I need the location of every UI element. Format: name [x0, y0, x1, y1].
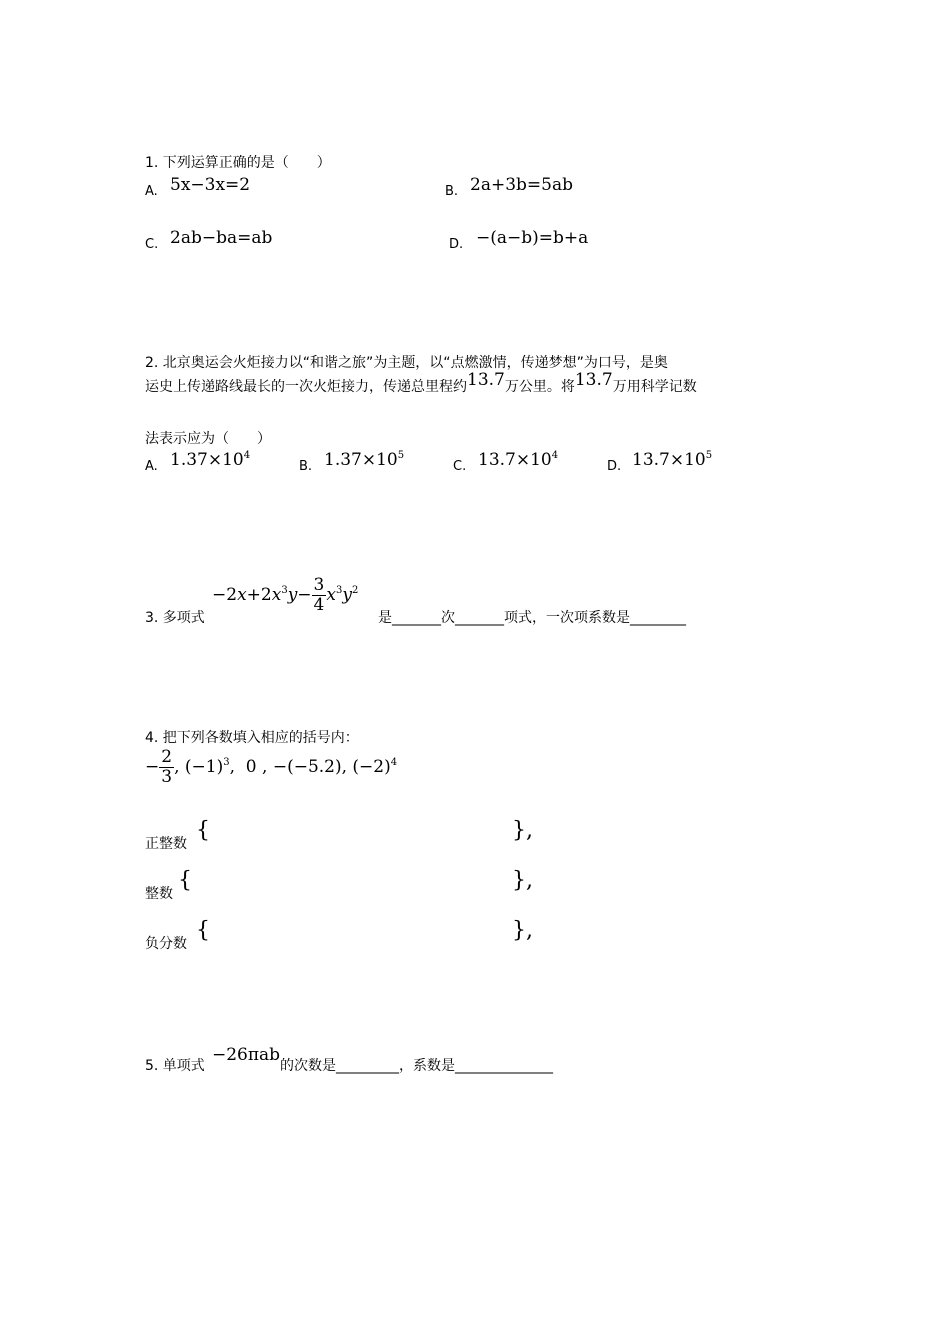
q2-number-1: 13.7 [467, 370, 505, 390]
right-brace-3: }, [512, 918, 533, 943]
q1-option-c-expr: 2ab−ba=ab [170, 228, 273, 248]
q3-suffix-blanks: 是_______次_______项式，一次项系数是________ [378, 610, 686, 626]
q2-line2-text-b: 万公里。将 [504, 379, 575, 395]
q1-option-a-label: A. [145, 184, 158, 199]
q4-fraction: $\frac{2}{3}$ [161, 747, 173, 787]
q3-prefix: 3. 多项式 [145, 610, 205, 626]
q2-option-c-base: 13.7×10 [478, 450, 552, 470]
q2-option-b-base: 1.37×10 [324, 450, 398, 470]
q2-option-a-label: A. [145, 459, 158, 474]
q1-option-a-expr: 5x−3x=2 [170, 175, 251, 195]
q4-category-integers: 整数 [145, 886, 173, 902]
q1-option-c-label: C. [145, 237, 159, 252]
q2-option-b-expr [324, 450, 404, 470]
q2-option-c-label: C. [453, 459, 467, 474]
q4-category-negative-fractions: 负分数 [145, 936, 187, 952]
q2-line1: 2. 北京奥运会火炬接力以“和谐之旅”为主题，以“点燃激情，传递梦想”为口号，是奥 [145, 355, 668, 371]
q2-number-2: 13.7 [574, 370, 613, 390]
q3-polynomial: $-2x+2x^3y-$ $\frac{3}{4}$ $x^3y^2$ [212, 575, 359, 615]
q5-suffix-blanks: 的次数是_________，系数是______________ [280, 1058, 553, 1074]
q2-option-c-exponent: 4 [551, 450, 559, 461]
q2-option-d-expr [632, 450, 712, 470]
right-brace-1: }, [512, 818, 533, 843]
q1-option-d-label: D. [449, 237, 464, 252]
left-brace-2: { [178, 868, 192, 893]
q2-option-c-expr [478, 450, 558, 470]
q2-option-a-exponent: 4 [243, 450, 251, 461]
q2-line3: 法表示应为（ ） [145, 431, 271, 447]
q4-category-positive-integers: 正整数 [145, 836, 187, 852]
right-brace-2: }, [512, 868, 533, 893]
q4-stem: 4. 把下列各数填入相应的括号内： [145, 730, 359, 746]
q1-option-b-label: B. [445, 184, 459, 199]
left-brace-1: { [196, 818, 210, 843]
q2-option-d-exponent: 5 [705, 450, 713, 461]
left-brace-3: { [196, 918, 210, 943]
q5-prefix: 5. 单项式 [145, 1058, 205, 1074]
q2-line2-text-c: 万用科学记数 [612, 379, 697, 395]
q5-monomial: −26πab [212, 1045, 281, 1065]
q2-option-b-exponent: 5 [397, 450, 405, 461]
q1-option-d-expr: −(a−b)=b+a [476, 228, 589, 248]
q1-option-b-expr: 2a+3b=5ab [470, 175, 573, 195]
q2-option-a-base: 1.37×10 [170, 450, 244, 470]
q2-line2-text-a: 运史上传递路线最长的一次火炬接力，传递总里程约 [145, 379, 467, 395]
q2-line2 [145, 370, 697, 396]
q1-stem: 1. 下列运算正确的是（ ） [145, 155, 331, 171]
q2-option-d-label: D. [607, 459, 622, 474]
q3-fraction: $\frac{3}{4}$ [313, 575, 325, 615]
q2-option-d-base: 13.7×10 [632, 450, 706, 470]
q4-number-list: − $\frac{2}{3}$ , $(-1)^3$, 0 , −(−5.2), $(-2)^4$ [145, 747, 398, 787]
q2-option-b-label: B. [299, 459, 313, 474]
q2-option-a-expr [170, 450, 250, 470]
